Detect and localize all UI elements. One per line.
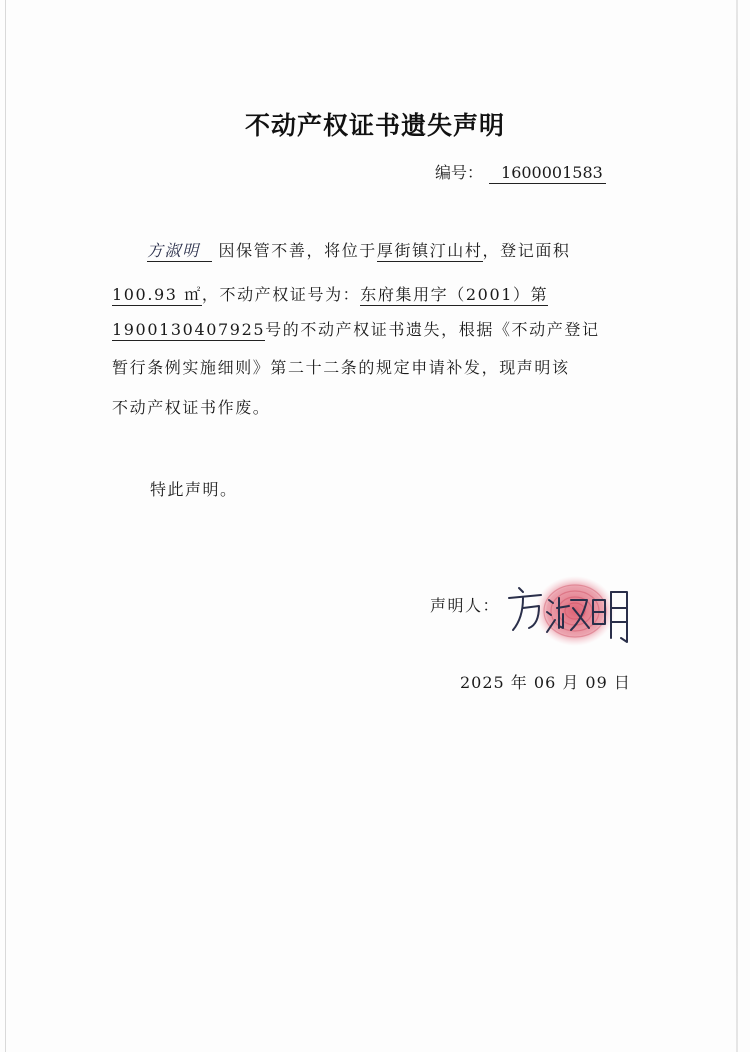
- line2-mid: ，不动产权证号为：: [201, 285, 361, 304]
- certificate-prefix: 东府集用字（2001）第: [360, 285, 549, 304]
- declarant-label: 声明人：: [430, 596, 501, 615]
- number-label: 编号：: [435, 163, 484, 182]
- owner-name: 方淑明: [147, 241, 212, 262]
- line3-rest: 号的不动产权证书遗失，根据《不动产登记: [265, 320, 600, 339]
- paragraph-line-3: [112, 317, 600, 340]
- scan-edge-left: [5, 0, 6, 1052]
- number-value: 1600001583: [489, 163, 606, 184]
- certificate-number: 1900130407925: [112, 320, 266, 339]
- line1-tail: ，登记面积: [482, 241, 571, 260]
- handwritten-signature: [505, 578, 635, 648]
- paragraph-line-4: 暂行条例实施细则》第二十二条的规定申请补发，现声明该: [112, 358, 570, 377]
- paragraph-line-2: [112, 282, 548, 305]
- line1-rest: 因保管不善，将位于: [218, 241, 377, 260]
- document-number: [435, 160, 606, 184]
- registered-area: 100.93 ㎡: [112, 285, 202, 304]
- scan-edge-right: [736, 0, 738, 1052]
- document-title: 不动产权证书遗失声明: [244, 111, 505, 140]
- property-location: 厚街镇汀山村: [376, 241, 483, 260]
- closing-statement: 特此声明。: [150, 480, 238, 499]
- paragraph-line-5: 不动产权证书作废。: [112, 398, 271, 417]
- paragraph-line-1: [147, 238, 571, 261]
- declaration-date: 2025 年 06 月 09 日: [460, 673, 631, 692]
